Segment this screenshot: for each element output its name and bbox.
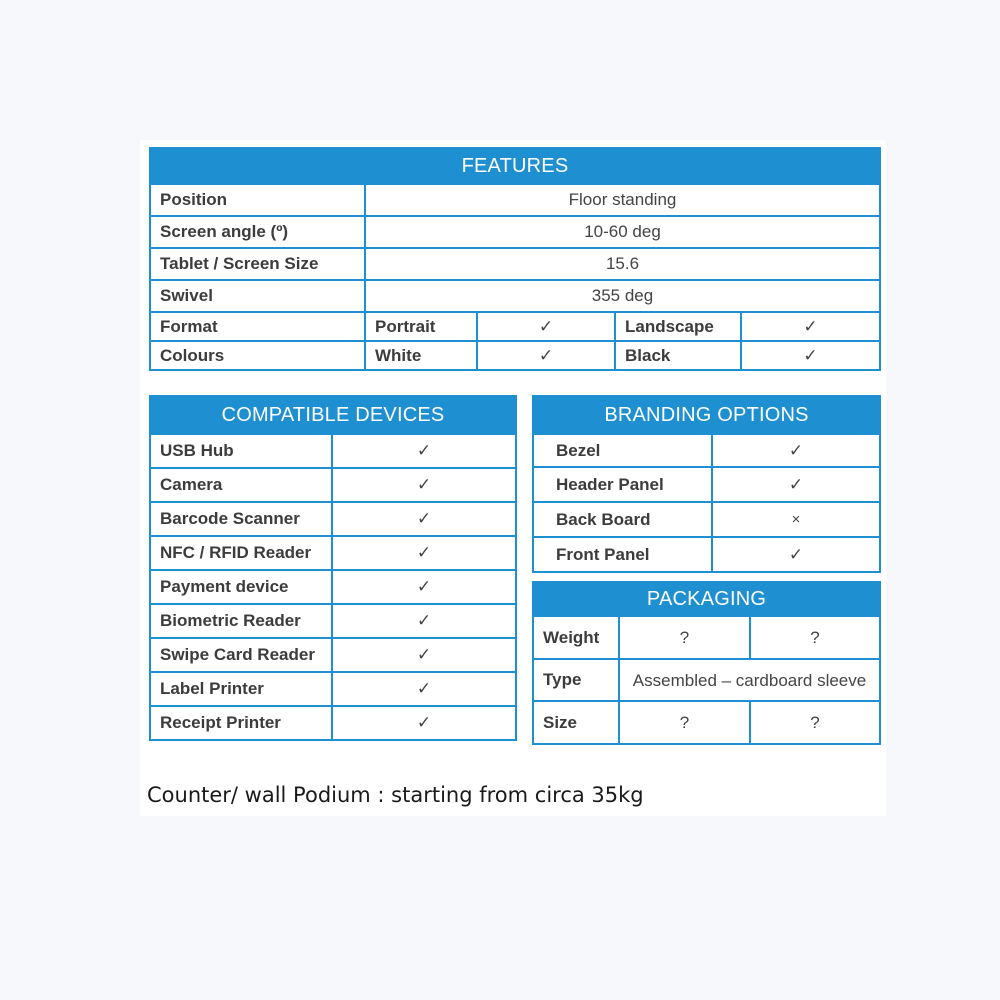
device-check-icon: ✓ [332, 706, 516, 740]
feature-value-screen-size: 15.6 [365, 248, 880, 280]
packaging-weight-value: ? [750, 616, 880, 659]
feature-label-screen-size: Tablet / Screen Size [150, 248, 365, 280]
branding-check-icon: ✓ [712, 467, 880, 502]
caption-text: Counter/ wall Podium : starting from circa 35kg [147, 783, 644, 807]
device-check-icon: ✓ [332, 468, 516, 502]
compatible-devices-table [149, 395, 517, 741]
feature-value-swivel: 355 deg [365, 280, 880, 312]
colour-option-black: Black [615, 341, 741, 370]
feature-label-colours: Colours [150, 341, 365, 370]
branding-check-icon: ✓ [712, 434, 880, 467]
packaging-size-value: ? [619, 701, 750, 744]
packaging-label-type: Type [533, 659, 619, 701]
branding-label: Bezel [533, 434, 712, 467]
device-check-icon: ✓ [332, 536, 516, 570]
colour-black-check-icon: ✓ [741, 341, 880, 370]
feature-label-position: Position [150, 184, 365, 216]
features-title: FEATURES [150, 148, 880, 184]
packaging-label-weight: Weight [533, 616, 619, 659]
packaging-table [532, 581, 881, 745]
colour-white-check-icon: ✓ [477, 341, 615, 370]
branding-label: Front Panel [533, 537, 712, 572]
branding-label: Header Panel [533, 467, 712, 502]
branding-label: Back Board [533, 502, 712, 537]
colour-option-white: White [365, 341, 477, 370]
device-label: Payment device [150, 570, 332, 604]
device-check-icon: ✓ [332, 604, 516, 638]
branding-options-title: BRANDING OPTIONS [533, 396, 880, 434]
packaging-label-size: Size [533, 701, 619, 744]
branding-options-table [532, 395, 881, 573]
packaging-title: PACKAGING [533, 582, 880, 616]
packaging-weight-value: ? [619, 616, 750, 659]
device-check-icon: ✓ [332, 570, 516, 604]
feature-label-screen-angle: Screen angle (º) [150, 216, 365, 248]
device-check-icon: ✓ [332, 434, 516, 468]
packaging-type-value: Assembled – cardboard sleeve [619, 659, 880, 701]
device-check-icon: ✓ [332, 638, 516, 672]
format-landscape-check-icon: ✓ [741, 312, 880, 341]
format-portrait-check-icon: ✓ [477, 312, 615, 341]
device-label: NFC / RFID Reader [150, 536, 332, 570]
device-label: Biometric Reader [150, 604, 332, 638]
device-label: Receipt Printer [150, 706, 332, 740]
format-option-portrait: Portrait [365, 312, 477, 341]
device-label: Barcode Scanner [150, 502, 332, 536]
device-label: Camera [150, 468, 332, 502]
packaging-size-value: ? [750, 701, 880, 744]
features-table [149, 147, 881, 371]
branding-cross-icon: × [712, 502, 880, 537]
device-label: Label Printer [150, 672, 332, 706]
device-label: Swipe Card Reader [150, 638, 332, 672]
feature-label-swivel: Swivel [150, 280, 365, 312]
feature-value-position: Floor standing [365, 184, 880, 216]
device-label: USB Hub [150, 434, 332, 468]
feature-label-format: Format [150, 312, 365, 341]
branding-check-icon: ✓ [712, 537, 880, 572]
device-check-icon: ✓ [332, 672, 516, 706]
format-option-landscape: Landscape [615, 312, 741, 341]
device-check-icon: ✓ [332, 502, 516, 536]
feature-value-screen-angle: 10-60 deg [365, 216, 880, 248]
compatible-devices-title: COMPATIBLE DEVICES [150, 396, 516, 434]
